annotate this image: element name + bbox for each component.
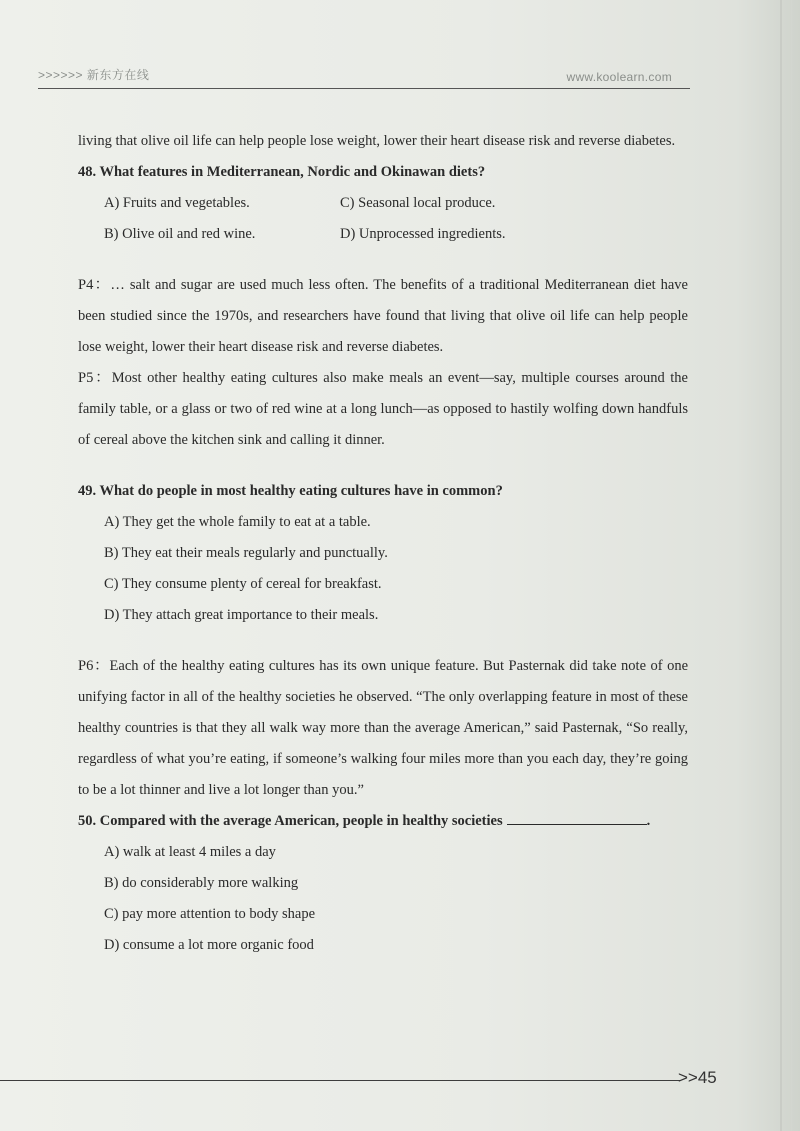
- q48-option-d: D) Unprocessed ingredients.: [340, 226, 506, 242]
- page-header: [38, 64, 690, 89]
- answer-blank: [507, 810, 647, 825]
- q50-option-a: A) walk at least 4 miles a day: [104, 844, 276, 860]
- page-edge-outer: [791, 0, 792, 1131]
- page-edge: [780, 0, 782, 1131]
- q50-option-b: B) do considerably more walking: [104, 875, 299, 891]
- q50-option-d: D) consume a lot more organic food: [104, 937, 314, 953]
- q48-option-c: C) Seasonal local produce.: [340, 195, 496, 211]
- spacer: [78, 631, 688, 651]
- intro-paragraph: living that olive oil life can help people lose weight, lower their heart disease risk and reverse diabetes.: [78, 133, 676, 149]
- q49-option-b: B) They eat their meals regularly and punctually.: [104, 545, 388, 561]
- q48-options-row-1: [78, 188, 688, 219]
- paragraph-p6: P6：Each of the healthy eating cultures has its own unique feature. But Pasternak did take note of one unifying factor in all of the healthy societies he observed. “The only overlapping feature in most of these healthy countries is that they all walk way more than the average American,” said Pasternak, “So really, regardless of what you’re eating, if someone’s walking four miles more than you each day, they’re going to be a lot thinner and live a lot longer than you.”: [78, 658, 688, 798]
- page-number: >>45: [678, 1068, 717, 1087]
- question-49: 49. What do people in most healthy eating cultures have in common?: [78, 483, 503, 499]
- question-50-end: .: [646, 813, 651, 829]
- question-50-text: 50. Compared with the average American, people in healthy societies: [78, 813, 503, 829]
- header-url: www.koolearn.com: [566, 70, 672, 84]
- spacer: [78, 250, 688, 270]
- q49-option-d: D) They attach great importance to their meals.: [104, 607, 379, 623]
- page-content: [78, 126, 688, 961]
- paragraph-p4: P4：… salt and sugar are used much less often. The benefits of a traditional Mediterranean diet have been studied since the 1970s, and researchers have found that living that olive oil life can help people lose weight, lower their heart disease risk and reverse diabetes.: [78, 277, 688, 355]
- question-50: [78, 806, 688, 837]
- question-48: 48. What features in Mediterranean, Nordic and Okinawan diets?: [78, 164, 486, 180]
- spacer: [78, 456, 688, 476]
- q48-option-b: B) Olive oil and red wine.: [104, 226, 256, 242]
- q50-option-c: C) pay more attention to body shape: [104, 906, 316, 922]
- paragraph-p5: P5：Most other healthy eating cultures also make meals an event—say, multiple courses around the family table, or a glass or two of red wine at a long lunch—as opposed to hastily wolfing down handfuls of cereal above the kitchen sink and calling it dinner.: [78, 370, 688, 448]
- footer-rule: [0, 1080, 680, 1081]
- q48-options-row-2: [78, 219, 688, 250]
- q48-option-a: A) Fruits and vegetables.: [104, 195, 250, 211]
- header-brand: >>>>>> 新东方在线: [38, 68, 150, 82]
- q49-option-c: C) They consume plenty of cereal for breakfast.: [104, 576, 382, 592]
- q49-option-a: A) They get the whole family to eat at a table.: [104, 514, 371, 530]
